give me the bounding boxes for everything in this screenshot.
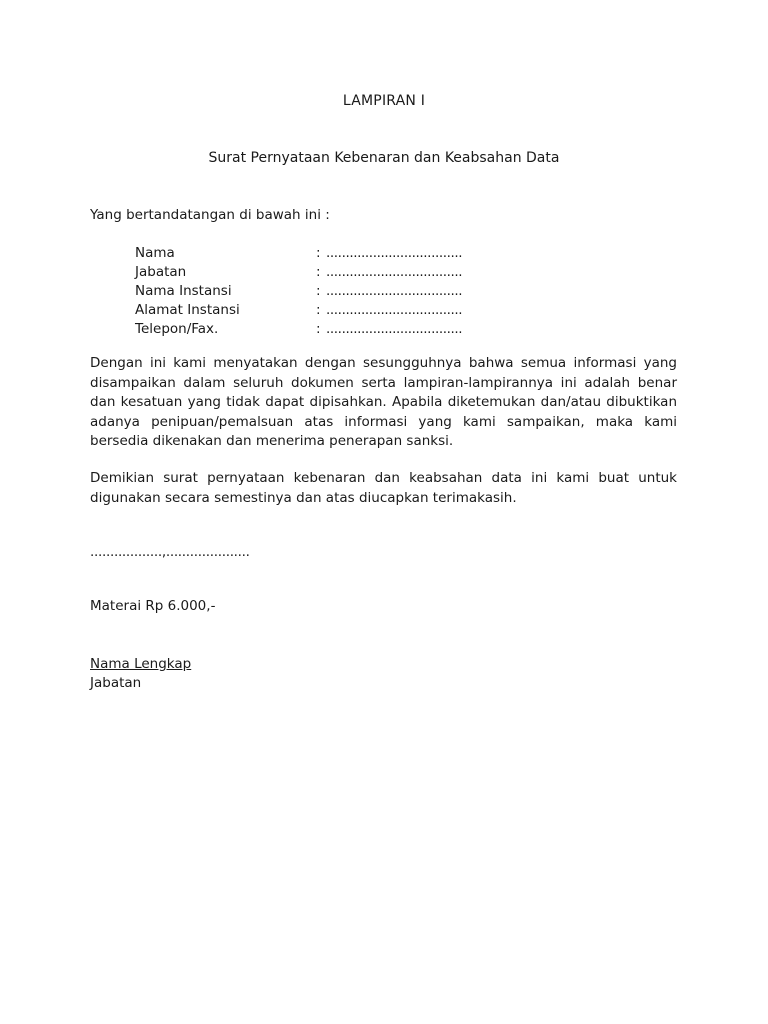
signatory-name: Nama Lengkap bbox=[90, 656, 192, 672]
statement-paragraph: Dengan ini kami menyatakan dengan sesungguhnya bahwa semua informasi yang disampaikan dalam seluruh dokumen serta lampiran-lampirannya ini adalah benar dan kesatuan yang tidak dapat dipisahkan. Apabila diketemukan dan/atau dibuktikan adanya penipuan/pemalsuan atas informasi yang kami sampaikan, maka kami bersedia dikenakan dan menerima penerapan sanksi. bbox=[90, 355, 677, 449]
field-label: Jabatan bbox=[135, 264, 187, 280]
place-date-line: ..................,..................... bbox=[90, 544, 250, 560]
field-colon: : bbox=[316, 245, 321, 261]
field-value: ................................... bbox=[326, 302, 463, 318]
field-label: Telepon/Fax. bbox=[135, 321, 219, 337]
closing-paragraph: Demikian surat pernyataan kebenaran dan keabsahan data ini kami buat untuk digunakan secara semestinya dan atas diucapkan terimakasih. bbox=[90, 470, 677, 506]
field-label: Nama Instansi bbox=[135, 283, 232, 299]
field-row-nama bbox=[135, 244, 462, 263]
intro-text: Yang bertandatangan di bawah ini : bbox=[90, 207, 330, 223]
field-row-jabatan bbox=[135, 263, 462, 282]
field-row-nama-instansi bbox=[135, 282, 462, 301]
field-colon: : bbox=[316, 321, 321, 337]
field-row-alamat-instansi bbox=[135, 301, 462, 320]
field-label: Alamat Instansi bbox=[135, 302, 240, 318]
field-value: ................................... bbox=[326, 283, 463, 299]
field-value: ................................... bbox=[326, 264, 463, 280]
field-colon: : bbox=[316, 264, 321, 280]
signatory-title: Jabatan bbox=[90, 675, 142, 691]
field-value: ................................... bbox=[326, 321, 463, 337]
field-colon: : bbox=[316, 302, 321, 318]
document-title: Surat Pernyataan Kebenaran dan Keabsahan Data bbox=[208, 150, 560, 166]
field-colon: : bbox=[316, 283, 321, 299]
materai-stamp-text: Materai Rp 6.000,- bbox=[90, 598, 216, 614]
identity-fields bbox=[135, 244, 462, 339]
document-heading: LAMPIRAN I bbox=[342, 93, 426, 109]
field-row-telepon-fax bbox=[135, 320, 462, 339]
field-label: Nama bbox=[135, 245, 175, 261]
field-value: ................................... bbox=[326, 245, 463, 261]
